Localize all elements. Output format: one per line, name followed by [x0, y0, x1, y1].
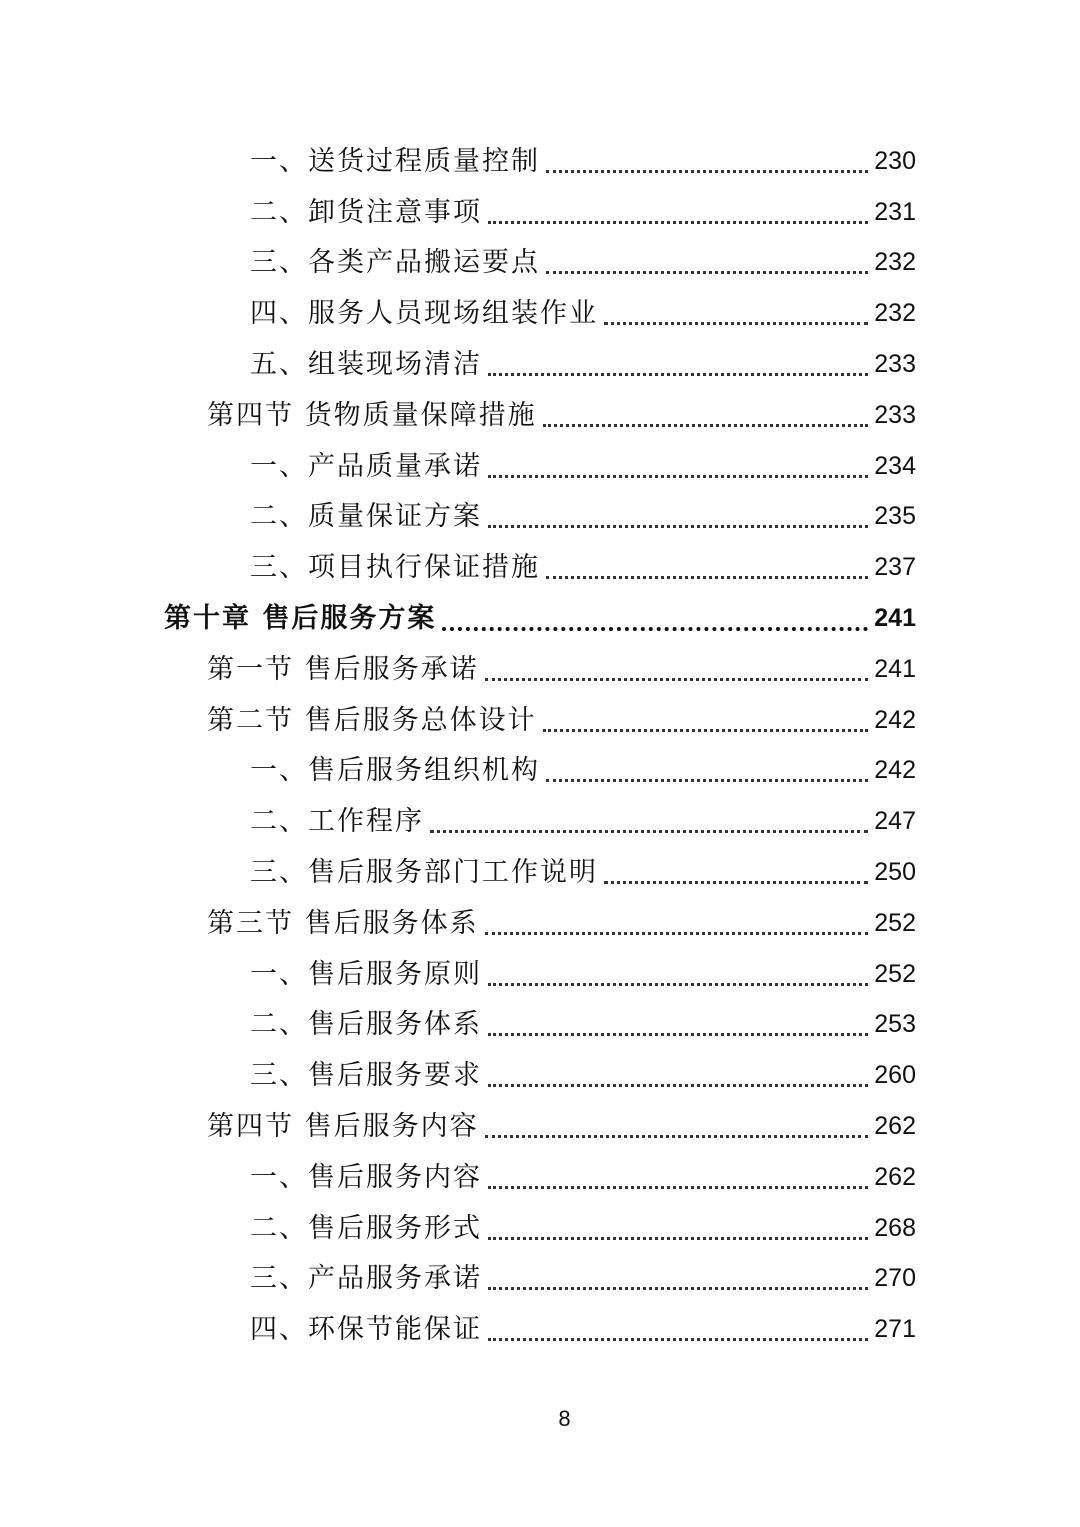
toc-entry-title: 三、产品服务承诺 — [250, 1263, 482, 1295]
toc-entry-title: 五、组装现场清洁 — [250, 349, 482, 381]
toc-row[interactable] — [0, 542, 1080, 593]
toc-dot-leader — [488, 1033, 868, 1036]
toc-dot-leader — [543, 729, 869, 732]
toc-dot-leader — [488, 373, 868, 376]
toc-row[interactable] — [0, 1000, 1080, 1051]
toc-entry-page: 270 — [874, 1264, 916, 1293]
toc-dot-leader — [488, 1186, 868, 1189]
toc-entry-title: 二、工作程序 — [250, 806, 424, 838]
toc-dot-leader — [543, 424, 869, 427]
toc-entry-page: 262 — [874, 1112, 916, 1141]
toc-row[interactable] — [0, 238, 1080, 289]
toc-row[interactable] — [0, 593, 1080, 644]
toc-entry-title: 三、项目执行保证措施 — [250, 552, 540, 584]
toc-dot-leader — [604, 322, 868, 325]
toc-dot-leader — [442, 627, 868, 631]
toc-entry-title: 二、售后服务体系 — [250, 1009, 482, 1041]
toc-row[interactable] — [0, 187, 1080, 238]
table-of-contents — [0, 136, 1080, 1355]
toc-dot-leader — [488, 1287, 868, 1290]
toc-dot-leader — [430, 830, 868, 833]
toc-entry-title: 四、环保节能保证 — [250, 1314, 482, 1346]
toc-entry-title: 三、各类产品搬运要点 — [250, 247, 540, 279]
toc-entry-page: 233 — [874, 400, 916, 429]
toc-entry-page: 234 — [874, 451, 916, 480]
toc-row[interactable] — [0, 1203, 1080, 1254]
toc-entry-title: 第三节 售后服务体系 — [207, 907, 479, 939]
toc-entry-title: 二、质量保证方案 — [250, 501, 482, 533]
toc-dot-leader — [546, 271, 868, 274]
toc-row[interactable] — [0, 288, 1080, 339]
toc-entry-title: 二、卸货注意事项 — [250, 196, 482, 228]
toc-entry-page: 241 — [874, 604, 916, 633]
toc-dot-leader — [546, 779, 868, 782]
toc-dot-leader — [485, 678, 869, 681]
toc-dot-leader — [488, 475, 868, 478]
toc-entry-title: 第二节 售后服务总体设计 — [207, 704, 537, 736]
toc-dot-leader — [546, 576, 868, 579]
toc-entry-page: 252 — [874, 959, 916, 988]
toc-entry-page: 232 — [874, 248, 916, 277]
toc-dot-leader — [604, 881, 868, 884]
toc-row[interactable] — [0, 1304, 1080, 1355]
toc-row[interactable] — [0, 644, 1080, 695]
toc-entry-page: 268 — [874, 1213, 916, 1242]
toc-dot-leader — [488, 1084, 868, 1087]
toc-row[interactable] — [0, 796, 1080, 847]
toc-row[interactable] — [0, 695, 1080, 746]
toc-row[interactable] — [0, 136, 1080, 187]
toc-entry-title: 一、产品质量承诺 — [250, 450, 482, 482]
toc-entry-title: 第四节 货物质量保障措施 — [207, 399, 537, 431]
toc-entry-page: 231 — [874, 197, 916, 226]
toc-entry-page: 235 — [874, 502, 916, 531]
toc-entry-title: 三、售后服务部门工作说明 — [250, 857, 598, 889]
toc-entry-title: 一、售后服务原则 — [250, 958, 482, 990]
toc-dot-leader — [485, 932, 869, 935]
toc-entry-title: 三、售后服务要求 — [250, 1060, 482, 1092]
toc-entry-page: 232 — [874, 299, 916, 328]
toc-entry-page: 247 — [874, 807, 916, 836]
toc-entry-page: 242 — [874, 756, 916, 785]
toc-dot-leader — [488, 221, 868, 224]
toc-entry-title: 第十章 售后服务方案 — [164, 603, 437, 635]
toc-entry-title: 一、售后服务组织机构 — [250, 755, 540, 787]
toc-dot-leader — [488, 983, 868, 986]
toc-row[interactable] — [0, 949, 1080, 1000]
toc-entry-page: 252 — [874, 908, 916, 937]
toc-entry-page: 271 — [874, 1315, 916, 1344]
toc-entry-page: 250 — [874, 858, 916, 887]
toc-row[interactable] — [0, 390, 1080, 441]
toc-row[interactable] — [0, 441, 1080, 492]
toc-entry-page: 253 — [874, 1010, 916, 1039]
toc-entry-title: 第一节 售后服务承诺 — [207, 653, 479, 685]
toc-dot-leader — [485, 1135, 869, 1138]
toc-entry-page: 233 — [874, 350, 916, 379]
toc-dot-leader — [488, 525, 868, 528]
toc-entry-page: 242 — [874, 705, 916, 734]
toc-entry-title: 一、售后服务内容 — [250, 1161, 482, 1193]
toc-row[interactable] — [0, 1254, 1080, 1305]
toc-row[interactable] — [0, 1101, 1080, 1152]
toc-entry-title: 四、服务人员现场组装作业 — [250, 298, 598, 330]
toc-dot-leader — [488, 1237, 868, 1240]
toc-row[interactable] — [0, 898, 1080, 949]
toc-entry-page: 230 — [874, 146, 916, 175]
page-number: 8 — [558, 1406, 571, 1431]
toc-row[interactable] — [0, 1152, 1080, 1203]
toc-row[interactable] — [0, 1050, 1080, 1101]
toc-entry-title: 一、送货过程质量控制 — [250, 145, 540, 177]
toc-entry-page: 241 — [874, 654, 916, 683]
toc-entry-page: 260 — [874, 1061, 916, 1090]
toc-entry-page: 262 — [874, 1162, 916, 1191]
toc-entry-page: 237 — [874, 553, 916, 582]
toc-entry-title: 第四节 售后服务内容 — [207, 1111, 479, 1143]
toc-row[interactable] — [0, 492, 1080, 543]
toc-row[interactable] — [0, 339, 1080, 390]
toc-dot-leader — [488, 1338, 868, 1341]
toc-row[interactable] — [0, 746, 1080, 797]
toc-dot-leader — [546, 170, 868, 173]
toc-entry-title: 二、售后服务形式 — [250, 1212, 482, 1244]
toc-row[interactable] — [0, 847, 1080, 898]
